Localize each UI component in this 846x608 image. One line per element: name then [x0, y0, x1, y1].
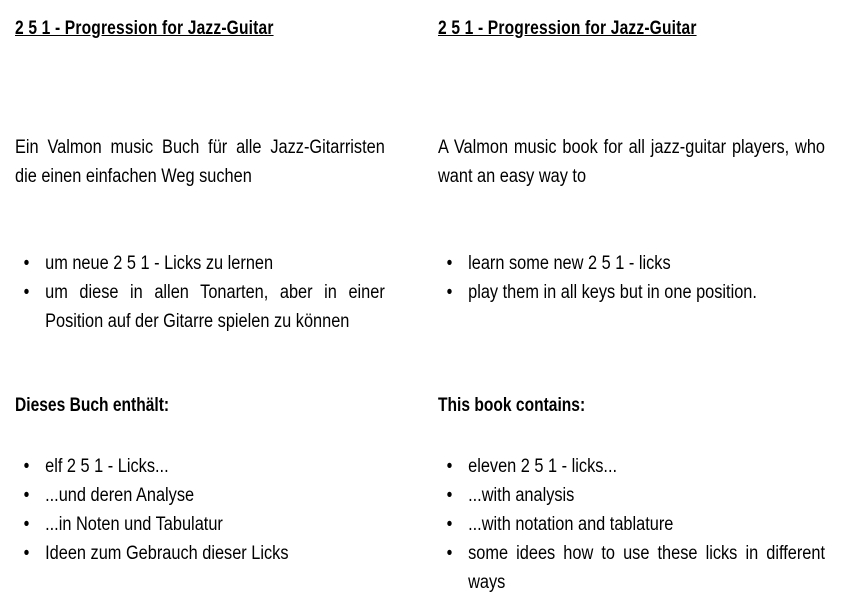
list-item: • Ideen zum Gebrauch dieser Licks [15, 539, 385, 568]
list-item: • ...und deren Analyse [15, 481, 385, 510]
bullet-icon: • [446, 514, 453, 535]
bullet-icon: • [446, 543, 453, 564]
contents-heading-german: Dieses Buch enthält: [15, 395, 170, 416]
list-item: • eleven 2 5 1 - licks... [438, 452, 825, 481]
bullet-icon: • [446, 282, 453, 303]
page-title-german: 2 5 1 - Progression for Jazz-Guitar [15, 18, 274, 39]
contents-list-english [438, 452, 825, 597]
bullet-icon: • [446, 485, 453, 506]
list-item: • ...with notation and tablature [438, 510, 825, 539]
bullet-icon: • [23, 485, 30, 506]
goals-list-english [438, 249, 825, 307]
list-item: • elf 2 5 1 - Licks... [15, 452, 385, 481]
bullet-icon: • [23, 514, 30, 535]
bullet-icon: • [23, 543, 30, 564]
bullet-icon: • [446, 253, 453, 274]
bullet-icon: • [446, 456, 453, 477]
list-item: • um neue 2 5 1 - Licks zu lernen [15, 249, 385, 278]
bullet-icon: • [23, 253, 30, 274]
list-item: • some idees how to use these licks in different ways [438, 539, 825, 597]
bullet-icon: • [23, 282, 30, 303]
contents-heading-english: This book contains: [438, 395, 586, 416]
goals-list-german [15, 249, 385, 336]
list-item: • ...in Noten und Tabulatur [15, 510, 385, 539]
contents-list-german [15, 452, 385, 568]
intro-text-german: Ein Valmon music Buch für alle Jazz-Gitarristen die einen einfachen Weg suchen [15, 137, 385, 187]
page-title-english: 2 5 1 - Progression for Jazz-Guitar [438, 18, 697, 39]
intro-text-english: A Valmon music book for all jazz-guitar players, who want an easy way to [438, 137, 825, 187]
list-item: • um diese in allen Tonarten, aber in einer Position auf der Gitarre spielen zu können [15, 278, 385, 336]
bullet-icon: • [23, 456, 30, 477]
list-item: • play them in all keys but in one position. [438, 278, 825, 307]
list-item: • ...with analysis [438, 481, 825, 510]
list-item: • learn some new 2 5 1 - licks [438, 249, 825, 278]
